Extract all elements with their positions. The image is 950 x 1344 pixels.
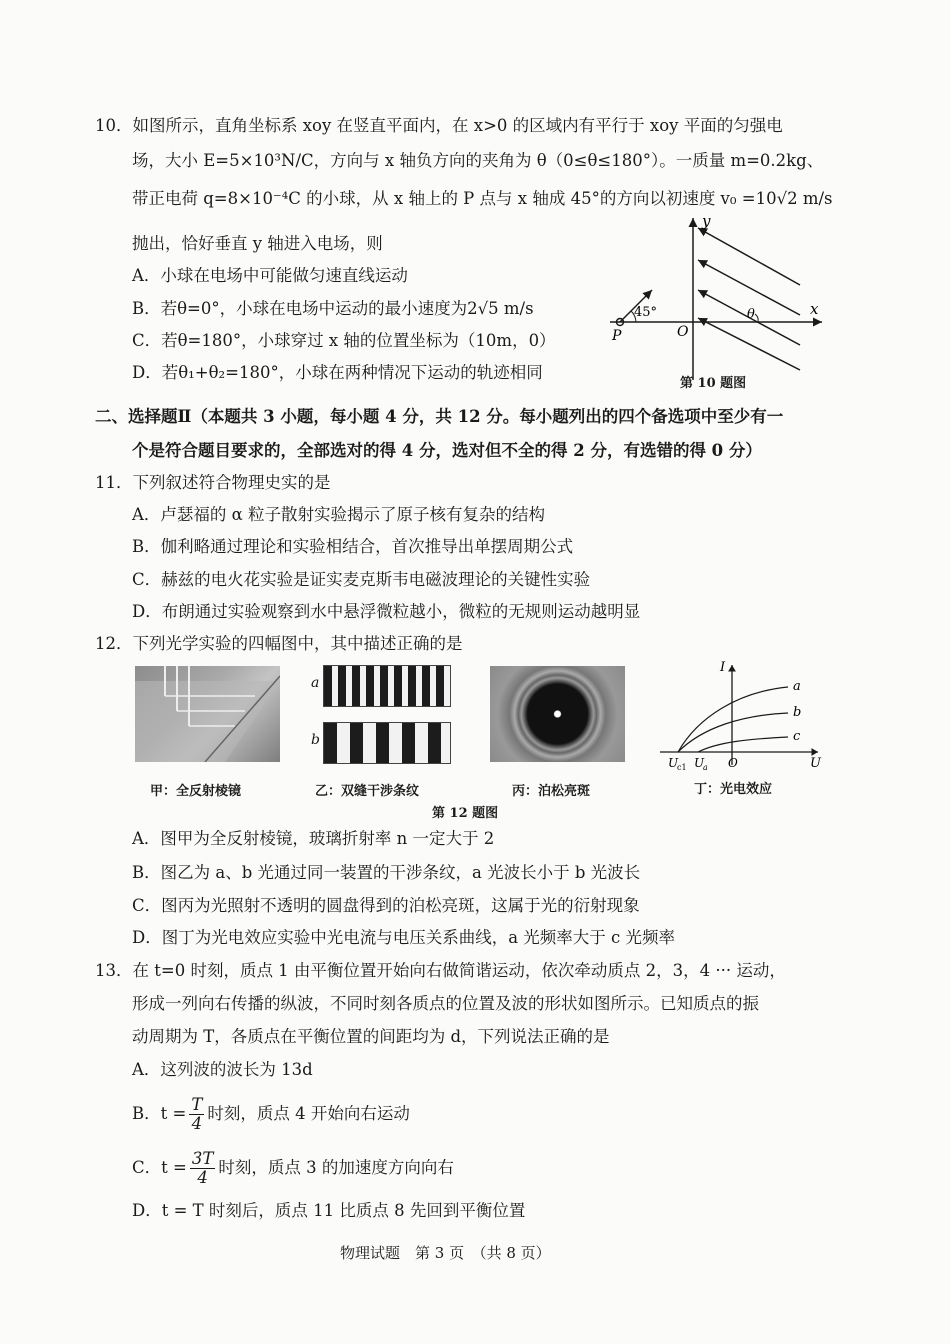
q13-option-b-pre: B．t = [132,1104,187,1123]
fig10-caption: 第 10 题图 [680,376,747,391]
prism-photo [135,666,280,762]
q13-line2: 形成一列向右传播的纵波，不同时刻各质点的位置及波的形状如图所示。已知质点的振 [132,994,759,1013]
caption-fringes: 乙：双缝干涉条纹 [315,784,420,799]
caption-photoelectric: 丁：光电效应 [694,782,773,797]
section2-line2: 个是符合题目要求的，全部选对的得 4 分，选对但不全的得 2 分，有选错的得 0 分） [132,441,762,460]
q12-option-b: B．图乙为 a、b 光通过同一装置的干涉条纹，a 光波长小于 b 光波长 [132,863,641,882]
q10-line1: 10．如图所示，直角坐标系 xoy 在竖直平面内，在 x>0 的区域内有平行于 xoy 平面的匀强电 [95,116,783,135]
curve-label-b: b [793,705,802,720]
curve-c [698,737,788,752]
graph-uc-sub: a [703,763,708,772]
field-lines [698,228,800,370]
q11-stem: 11．下列叙述符合物理史实的是 [95,473,331,492]
page-footer: 物理试题 第 3 页 （共 8 页） [340,1244,551,1262]
q13-line3: 动周期为 T，各质点在平衡位置的间距均为 d，下列说法正确的是 [132,1027,610,1046]
graph-xlabel: U [810,756,821,771]
q10-line2: 场，大小 E=5×10³N/C，方向与 x 轴负方向的夹角为 θ（0≤θ≤180°）。一质量 m=0.2kg、 [132,151,824,170]
q13-option-c-den: 4 [197,1168,208,1187]
fig10-label-y: y [702,212,711,230]
q13-option-b-fraction [189,1096,204,1133]
q10-option-a: A．小球在电场中可能做匀速直线运动 [132,266,408,285]
q12-stem: 12．下列光学实验的四幅图中，其中描述正确的是 [95,634,463,653]
q10-option-d: D．若θ₁+θ₂=180°，小球在两种情况下运动的轨迹相同 [132,363,543,382]
graph-origin: O [728,756,738,770]
caption-poisson: 丙：泊松亮斑 [512,784,591,799]
q10-line3: 带正电荷 q=8×10⁻⁴C 的小球，从 x 轴上的 P 点与 x 轴成 45°的方向以初速度 v₀ =10√2 m/s [132,189,833,208]
q13-option-b-num: T [191,1095,203,1114]
fig10-label-theta: θ [747,307,755,322]
q13-option-b-post: 时刻，质点 4 开始向右运动 [207,1104,410,1123]
curve-b [678,713,788,752]
q10-option-c: C．若θ=180°，小球穿过 x 轴的位置坐标为（10m，0） [132,331,556,350]
photoelectric-graph [658,657,828,772]
fig10-label-o: O [677,324,689,340]
q10-option-b: B．若θ=0°，小球在电场中运动的最小速度为2√5 m/s [132,299,534,318]
q13-option-c-pre: C．t = [132,1158,187,1177]
curve-label-a: a [793,679,801,694]
q12-option-d: D．图丁为光电效应实验中光电流与电压关系曲线，a 光频率大于 c 光频率 [132,928,676,947]
q12-option-c: C．图丙为光照射不透明的圆盘得到的泊松亮斑，这属于光的衍射现象 [132,896,640,915]
q12-option-a: A．图甲为全反射棱镜，玻璃折射率 n 一定大于 2 [132,829,495,848]
fringe-b [323,722,451,764]
q13-option-b-den: 4 [191,1114,203,1133]
fig10-label-angle: 45° [634,305,658,320]
q11-option-c: C．赫兹的电火花实验是证实麦克斯韦电磁波理论的关键性实验 [132,570,591,589]
q13-line1: 13．在 t=0 时刻，质点 1 由平衡位置开始向右做简谐运动，依次牵动质点 2，3，4 ··· 运动， [95,961,786,980]
q13-option-c-num: 3T [191,1149,214,1168]
q10-line4: 抛出，恰好垂直 y 轴进入电场，则 [132,234,383,253]
q13-option-c-post: 时刻，质点 3 的加速度方向向右 [218,1158,454,1177]
fringe-a [323,665,451,707]
q13-option-d: D．t = T 时刻后，质点 11 比质点 8 先回到平衡位置 [132,1201,526,1220]
q11-option-d: D．布朗通过实验观察到水中悬浮微粒越小，微粒的无规则运动越明显 [132,602,641,621]
q13-option-c-fraction [190,1150,216,1187]
q13-option-c [132,1148,454,1188]
fringe-label-a: a [311,675,320,691]
fringe-label-b: b [311,732,320,748]
q11-option-a: A．卢瑟福的 α 粒子散射实验揭示了原子核有复杂的结构 [132,505,546,524]
caption-prism: 甲：全反射棱镜 [150,784,242,799]
graph-ylabel: I [720,660,726,675]
fig12-caption: 第 12 题图 [432,806,499,821]
graph-uc: U [694,756,705,770]
curve-label-c: c [793,729,801,744]
fig10-label-x: x [810,300,819,318]
q11-option-b: B．伽利略通过理论和实验相结合，首次推导出单摆周期公式 [132,537,574,556]
fig10-label-p: P [612,328,622,344]
graph-uc1-sub: c1 [677,763,687,772]
q10-figure [600,210,830,390]
section2-line1: 二、选择题Ⅱ（本题共 3 小题，每小题 4 分，共 12 分。每小题列出的四个备选项中至少有一 [95,407,784,426]
q13-option-b [132,1094,410,1134]
graph-uc1: U [668,756,679,770]
poisson-spot-photo [490,666,625,762]
q13-option-a: A．这列波的波长为 13d [132,1060,313,1079]
